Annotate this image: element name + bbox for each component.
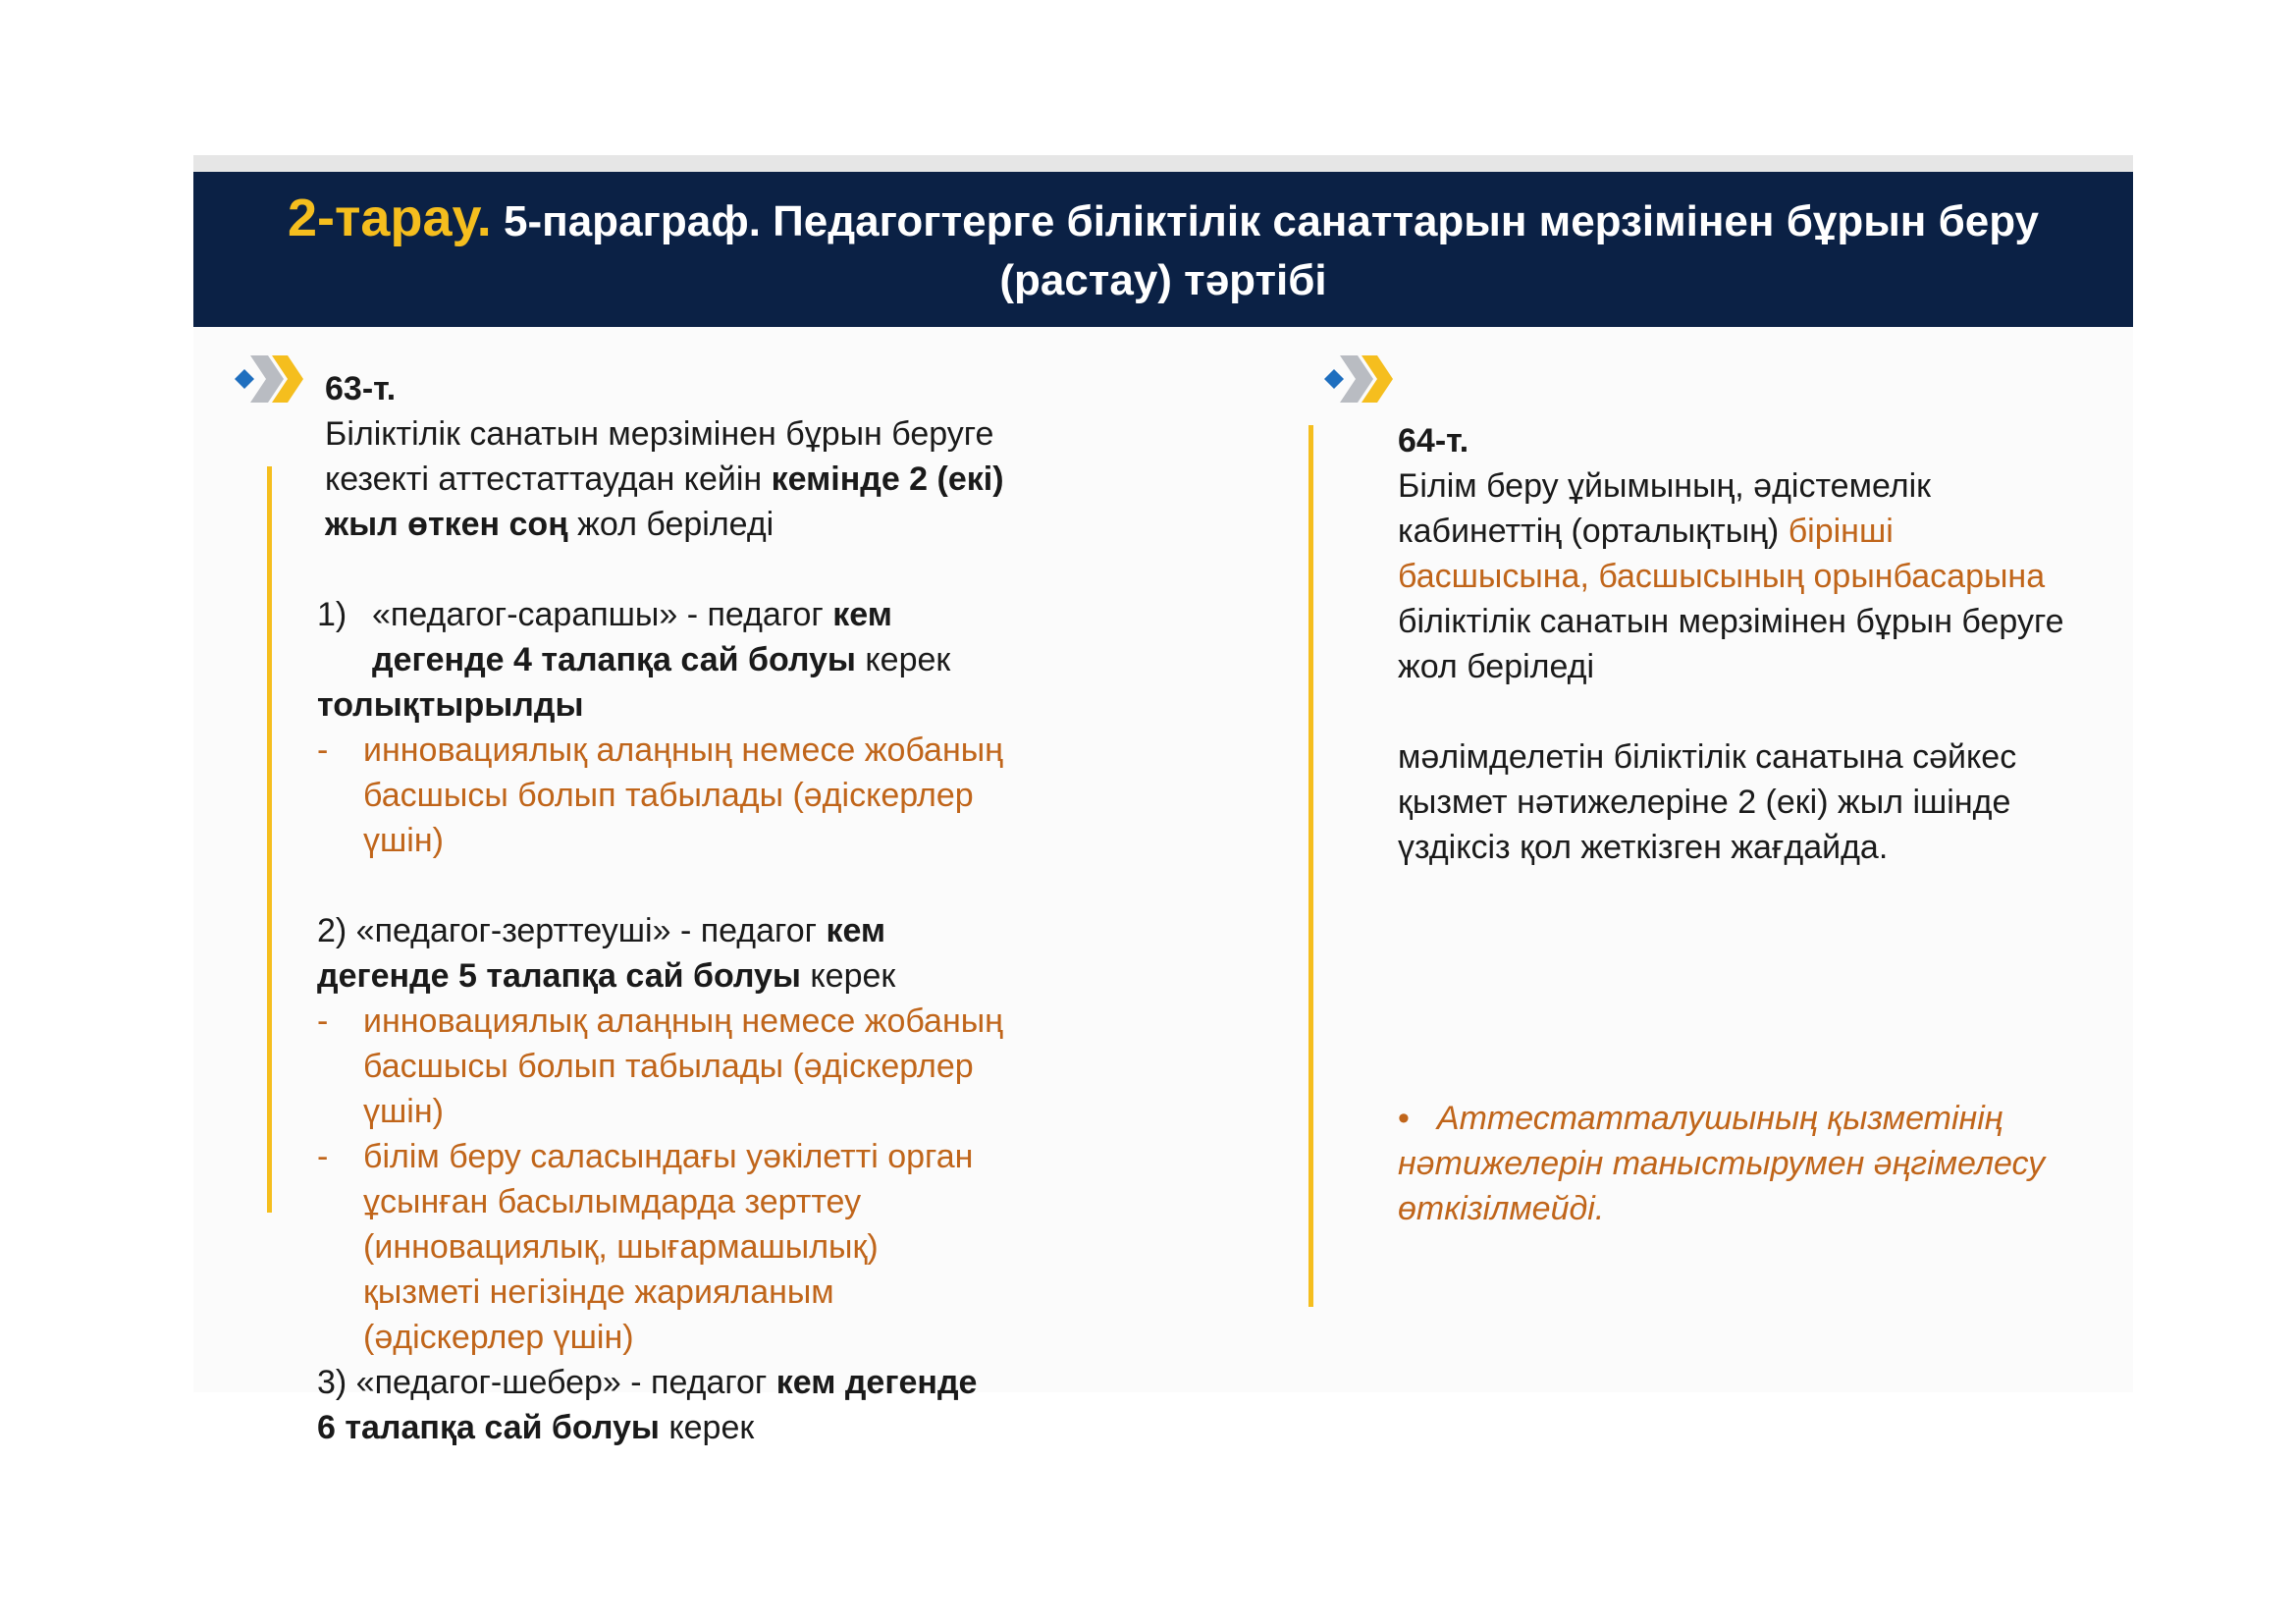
article-63-heading: 63-т. [325,370,397,407]
supplement-label: толықтырылды [317,686,584,724]
right-column [1398,418,2065,870]
list-item: - инновациялық алаңның немесе жобаның басшысы болып табылады (әдіскерлер үшін) [317,731,1003,859]
page-title [270,189,2056,310]
list-item: 1) «педагог-сарапшы» - педагог кем дегенде 4 талапқа сай болуы керек [317,596,951,678]
list-item: - инновациялық алаңның немесе жобаның басшысы болып табылады (әдіскерлер үшін) [317,1002,1003,1130]
article-64-condition: мәлімделетін біліктілік санатына сәйкес қызмет нәтижелеріне 2 (екі) жыл ішінде үздіксіз қол жеткізген жағдайда. [1398,738,2017,866]
article-64-paragraph: Білім беру ұйымының, әдістемелік кабинеттің (орталықтың) бірінші басшысына, басшысының орынбасарына біліктілік санатын мерзімінен бұрын беруге жол беріледі [1398,467,2064,685]
left-column [317,366,1004,1450]
chevron-arrows-icon [1320,352,1397,406]
article-64-heading: 64-т. [1398,422,1469,460]
top-strip [193,155,2133,172]
chapter-label: 2-тарау. [287,189,492,247]
title-bar [193,172,2133,327]
article-63-intro: Біліктілік санатын мерзімінен бұрын беруге кезекті аттестаттаудан кейін кемінде 2 (екі) жыл өткен соң жол беріледі [325,415,1004,543]
chevron-arrows-icon [231,352,307,406]
list-item: 3) «педагог-шебер» - педагог кем дегенде 6 талапқа сай болуы керек [317,1364,978,1446]
list-item: 2) «педагог-зерттеуші» - педагог кем дегенде 5 талапқа сай болуы керек [317,912,896,995]
interview-note: • Аттестатталушының қызметінің нәтижелерін таныстырумен әңгімелесу өткізілмейді. [1398,1100,2046,1227]
list-item: - білім беру саласындағы уәкілетті орган ұсынған басылымдарда зерттеу (инновациялық, шығармашылық) қызметі негізінде жарияланым (әдіскерлер үшін) [317,1138,974,1356]
right-divider-line [1308,425,1313,1307]
slide [193,155,2133,1446]
left-divider-line [267,466,272,1213]
title-label: 5-параграф. Педагогтерге біліктілік санаттарын мерзімінен бұрын беру (растау) тәртібі [504,197,2040,304]
